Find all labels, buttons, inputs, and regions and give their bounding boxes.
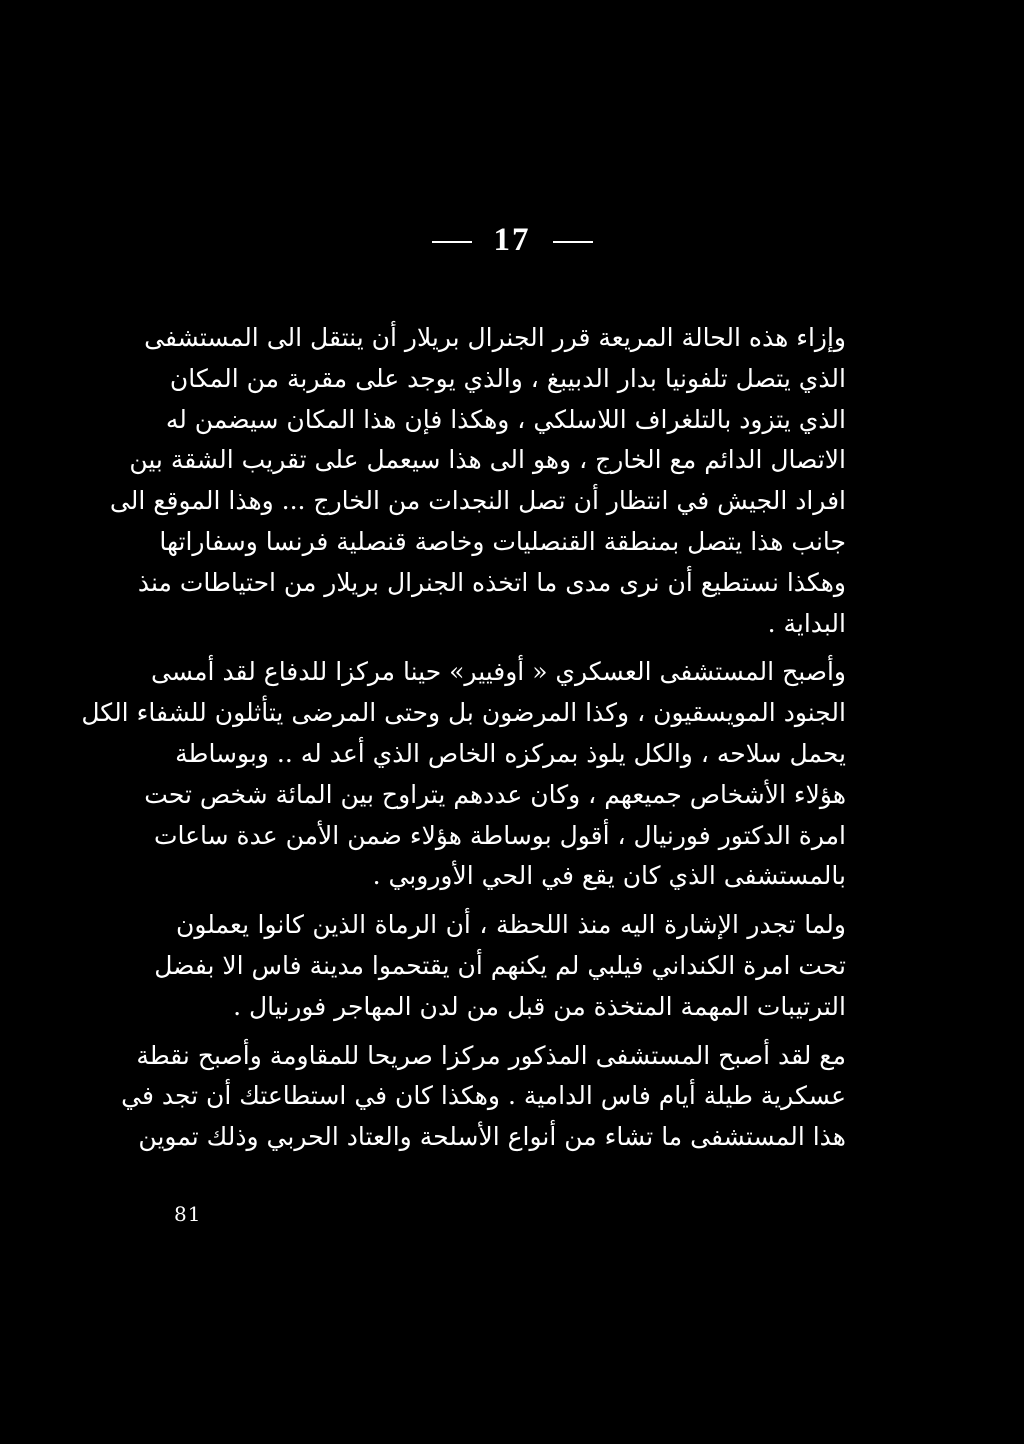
paragraph-gap xyxy=(176,644,846,652)
text-line: امرة الدكتور فورنيال ، أقول بوساطة هؤلاء ضمن الأمن عدة ساعات xyxy=(153,820,846,850)
text-line: وهكذا نستطيع أن نرى مدى ما اتخذه الجنرال بريلار من احتياطات منذ xyxy=(137,567,846,597)
text-line: ولما تجدر الإشارة اليه منذ اللحظة ، أن الرماة الذين كانوا يعملون xyxy=(176,910,846,940)
text-line: بالمستشفى الذي كان يقع في الحي الأوروبي . xyxy=(372,861,846,891)
text-line: هؤلاء الأشخاص جميعهم ، وكان عددهم يتراوح بين المائة شخص تحت xyxy=(144,779,846,809)
paragraph-gap xyxy=(176,897,846,905)
header-dash-right xyxy=(553,241,593,243)
text-line: الذي يتزود بالتلغراف اللاسلكي ، وهكذا فإن هذا المكان سيضمن له xyxy=(165,404,846,434)
text-line: الذي يتصل تلفونيا بدار الدبيبغ ، والذي يوجد على مقربة من المكان xyxy=(169,363,846,393)
paragraph xyxy=(109,318,846,644)
text-line: جانب هذا يتصل بمنطقة القنصليات وخاصة قنصلية فرنسا وسفاراتها xyxy=(159,526,846,556)
text-line: وإزاء هذه الحالة المريعة قرر الجنرال بريلار أن ينتقل الى المستشفى xyxy=(144,323,846,352)
folio-number: 81 xyxy=(174,1202,202,1226)
text-line: هذا المستشفى ما تشاء من أنواع الأسلحة والعتاد الحربي وذلك تموين xyxy=(138,1122,846,1152)
text-line: البداية . xyxy=(767,608,846,638)
text-line: وأصبح المستشفى العسكري « أوفيير» حينا مركزا للدفاع لقد أمسى xyxy=(151,657,846,687)
text-line: الترتيبات المهمة المتخذة من قبل من لدن المهاجر فورنيال . xyxy=(233,991,846,1021)
body-text xyxy=(81,318,846,1158)
text-line: الجنود المويسقيون ، وكذا المرضون بل وحتى المرضى يتأثلون للشفاء الكل xyxy=(81,698,846,728)
page-number: 17 xyxy=(493,222,531,258)
page-header xyxy=(0,218,1024,262)
paragraph xyxy=(81,652,846,897)
text-line: يحمل سلاحه ، والكل يلوذ بمركزه الخاص الذي أعد له .. وبوساطة xyxy=(175,738,846,768)
text-line: تحت امرة الكنداني فيلبي لم يكنهم أن يقتحموا مدينة فاس الا بفضل xyxy=(154,950,846,980)
text-line: عسكرية طيلة أيام فاس الدامية . وهكذا كان في استطاعتك أن تجد في xyxy=(121,1081,846,1111)
paragraph xyxy=(121,1036,846,1158)
paragraph xyxy=(154,905,846,1027)
text-line: مع لقد أصبح المستشفى المذكور مركزا صريحا للمقاومة وأصبح نقطة xyxy=(136,1040,846,1070)
paragraph-gap xyxy=(176,1028,846,1036)
text-line: الاتصال الدائم مع الخارج ، وهو الى هذا سيعمل على تقريب الشقة بين xyxy=(129,445,846,475)
text-line: افراد الجيش في انتظار أن تصل النجدات من الخارج ... وهذا الموقع الى xyxy=(109,486,846,516)
header-dash-left xyxy=(432,241,472,243)
